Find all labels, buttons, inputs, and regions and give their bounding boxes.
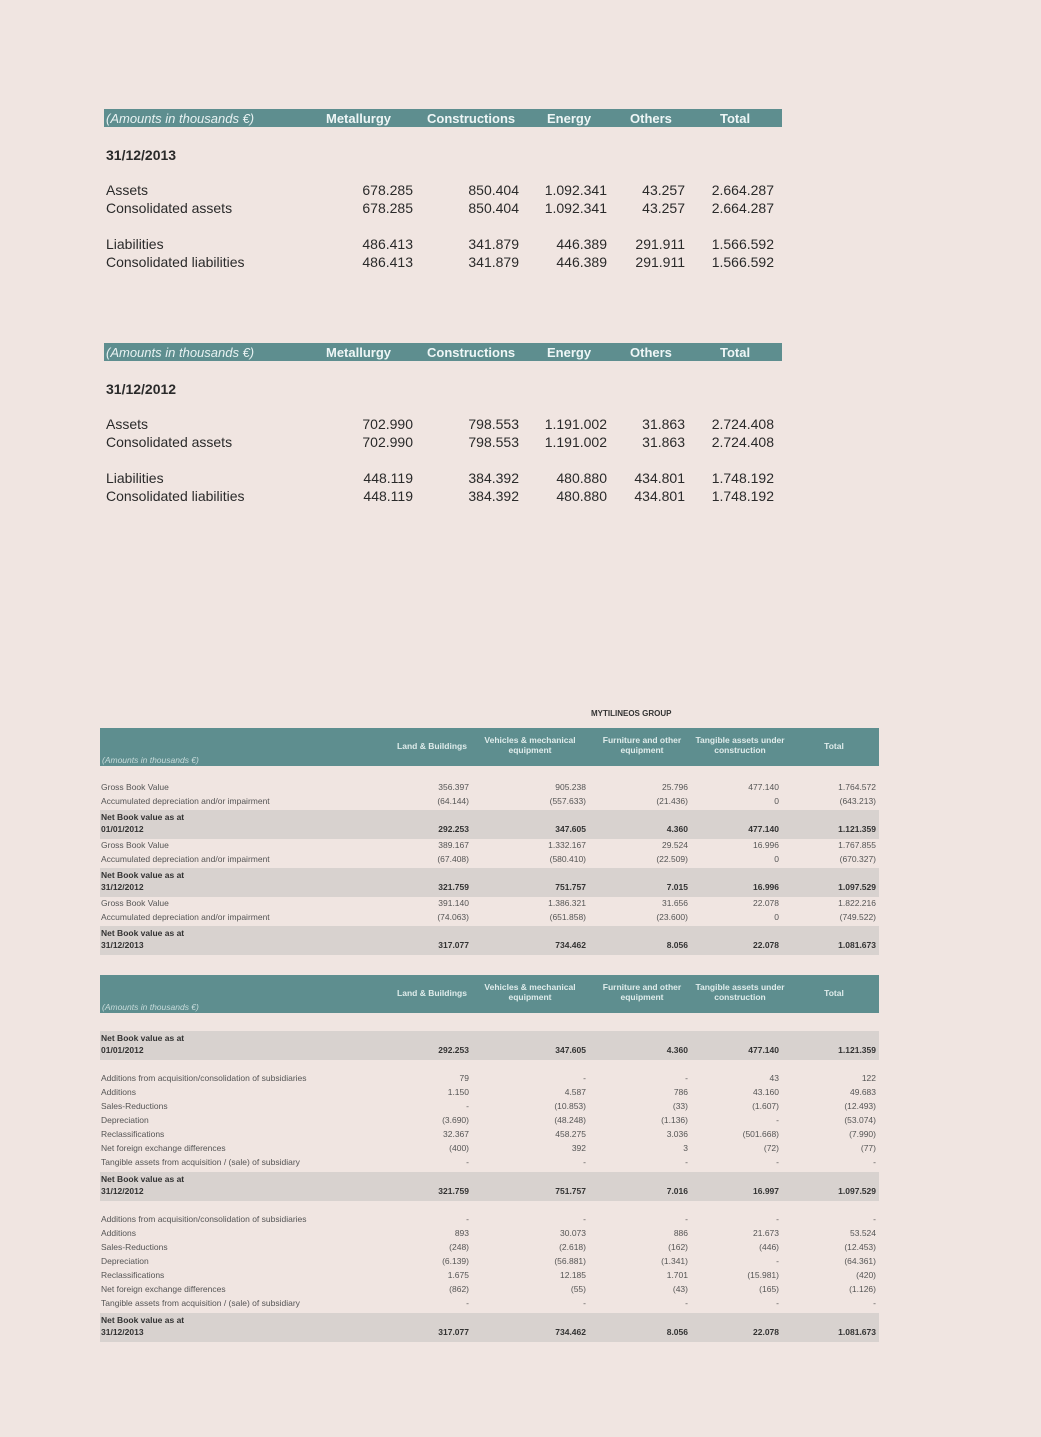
row-value: - [685, 1157, 688, 1167]
segment-table-2013 [104, 109, 782, 270]
row-value: - [583, 1073, 586, 1083]
header-caption: (Amounts in thousands €) [102, 1002, 199, 1012]
row-value: (23.600) [656, 912, 688, 922]
row-value: 1.150 [447, 1087, 469, 1097]
header-col: Tangible assets under construction [695, 982, 785, 1002]
row-label: Depreciation [101, 1256, 149, 1266]
segment-row [104, 434, 782, 452]
row-date: 31/12/2012 [101, 882, 144, 892]
segment-row [104, 470, 782, 488]
ppe-row [100, 1129, 879, 1142]
row-value: - [685, 1298, 688, 1308]
row-value: (15.981) [747, 1270, 779, 1280]
row-value: 1.191.002 [544, 416, 607, 432]
row-value: - [776, 1298, 779, 1308]
row-value: (248) [449, 1242, 469, 1252]
row-value: (446) [759, 1242, 779, 1252]
segment-row [104, 254, 782, 272]
row-label: Depreciation [101, 1115, 149, 1125]
row-label: Gross Book Value [101, 840, 169, 850]
row-label: Additions [101, 1087, 136, 1097]
ppe-row [100, 840, 879, 853]
row-value: 16.997 [753, 1186, 779, 1196]
segment-row [104, 182, 782, 200]
row-value: 1.121.359 [838, 1045, 876, 1055]
header-energy: Energy [547, 111, 592, 126]
row-value: (74.063) [437, 912, 469, 922]
row-value: 384.392 [468, 470, 519, 486]
row-value: 25.796 [662, 782, 688, 792]
row-date: 31/12/2012 [101, 1186, 144, 1196]
row-value: (749.522) [839, 912, 876, 922]
ppe-row [100, 1087, 879, 1100]
row-value: 49.683 [850, 1087, 876, 1097]
row-value: 477.140 [748, 1045, 779, 1055]
row-value: (22.509) [656, 854, 688, 864]
row-value: (651.858) [549, 912, 586, 922]
row-value: 30.073 [560, 1228, 586, 1238]
row-value: 391.140 [438, 898, 469, 908]
row-value: (77) [860, 1143, 876, 1153]
row-value: (43) [672, 1284, 688, 1294]
ppe-row [100, 912, 879, 925]
row-value: 678.285 [362, 200, 413, 216]
row-value: (557.633) [549, 796, 586, 806]
header-col: Land & Buildings [397, 741, 467, 751]
row-value: 7.016 [666, 1186, 688, 1196]
row-value: 477.140 [748, 824, 779, 834]
row-value: 2.724.408 [711, 434, 774, 450]
row-value: - [776, 1115, 779, 1125]
row-value: 347.605 [555, 1045, 586, 1055]
row-value: 1.332.167 [548, 840, 586, 850]
row-value: 678.285 [362, 182, 413, 198]
row-label: Sales-Reductions [101, 1101, 168, 1111]
ppe-row [100, 1143, 879, 1156]
row-value: (56.881) [554, 1256, 586, 1266]
row-value: 1.767.855 [838, 840, 876, 850]
row-value: 389.167 [438, 840, 469, 850]
ppe-row [100, 1242, 879, 1255]
row-label: Assets [106, 182, 149, 198]
row-value: 2.724.408 [711, 416, 774, 432]
row-value: 16.996 [753, 840, 779, 850]
row-value: 43 [769, 1073, 779, 1083]
row-value: 22.078 [753, 1327, 779, 1337]
row-value: - [776, 1256, 779, 1266]
row-value: 31.863 [642, 434, 685, 450]
row-value: 1.386.321 [548, 898, 586, 908]
ppe-row [100, 898, 879, 911]
row-value: 2.664.287 [711, 182, 774, 198]
row-value: 1.092.341 [544, 182, 607, 198]
ppe-summary-table [100, 728, 879, 953]
row-value: 53.524 [850, 1228, 876, 1238]
row-value: 850.404 [468, 200, 519, 216]
row-value: (400) [449, 1143, 469, 1153]
row-value: - [583, 1214, 586, 1224]
row-date: 01/01/2012 [101, 1045, 144, 1055]
row-value: 1.748.192 [711, 488, 774, 504]
row-value: - [466, 1298, 469, 1308]
row-value: 29.524 [662, 840, 688, 850]
ppe-row [100, 782, 879, 795]
row-value: - [873, 1214, 876, 1224]
group-title: MYTILINEOS GROUP [591, 709, 672, 718]
segment-date: 31/12/2012 [106, 381, 177, 397]
row-value: - [466, 1101, 469, 1111]
ppe-row [100, 1186, 879, 1199]
row-value: 79 [459, 1073, 469, 1083]
ppe-header [100, 728, 879, 766]
row-value: (67.408) [437, 854, 469, 864]
row-value: 347.605 [555, 824, 586, 834]
row-value: 4.360 [666, 1045, 688, 1055]
header-metallurgy: Metallurgy [326, 345, 392, 360]
row-value: 1.566.592 [711, 254, 774, 270]
row-value: (501.668) [742, 1129, 779, 1139]
row-value: (7.990) [849, 1129, 876, 1139]
row-value: (162) [668, 1242, 688, 1252]
row-label: Net Book value as at [101, 1174, 185, 1184]
row-value: 1.081.673 [838, 1327, 876, 1337]
row-label: Consolidated assets [106, 200, 233, 216]
row-value: (670.327) [839, 854, 876, 864]
row-label: Net foreign exchange differences [101, 1143, 226, 1153]
ppe-row [100, 824, 879, 837]
row-value: 122 [861, 1073, 876, 1083]
row-label: Tangible assets from acquisition / (sale) of subsidiary [101, 1298, 300, 1308]
row-value: 0 [774, 796, 779, 806]
header-col: Tangible assets under construction [695, 735, 785, 755]
row-value: (53.074) [844, 1115, 876, 1125]
header-constructions: Constructions [427, 345, 516, 360]
segment-row [104, 200, 782, 218]
row-value: 734.462 [555, 940, 586, 950]
header-col: Vehicles & mechanical equipment [484, 982, 576, 1002]
header-col: Furniture and other equipment [602, 982, 682, 1002]
row-value: 1.081.673 [838, 940, 876, 950]
row-date: 01/01/2012 [101, 824, 144, 834]
row-label: Assets [106, 416, 149, 432]
row-label: Consolidated liabilities [106, 254, 245, 270]
row-value: 0 [774, 854, 779, 864]
row-value: 1.822.216 [838, 898, 876, 908]
row-label: Accumulated depreciation and/or impairment [101, 854, 270, 864]
row-label: Net Book value as at [101, 870, 185, 880]
header-col: Total [824, 988, 844, 998]
row-value: 317.077 [438, 1327, 469, 1337]
row-value: 384.392 [468, 488, 519, 504]
row-value: 3 [683, 1143, 688, 1153]
row-value: - [466, 1157, 469, 1167]
row-value: 786 [673, 1087, 688, 1097]
row-value: 8.056 [666, 1327, 688, 1337]
row-value: 1.191.002 [544, 434, 607, 450]
row-value: 1.092.341 [544, 200, 607, 216]
row-value: (580.410) [549, 854, 586, 864]
row-value: 1.701 [666, 1270, 688, 1280]
header-total: Total [720, 111, 751, 126]
row-value: 446.389 [556, 254, 607, 270]
row-label: Tangible assets from acquisition / (sale) of subsidiary [101, 1157, 300, 1167]
row-value: 16.996 [753, 882, 779, 892]
header-energy: Energy [547, 345, 592, 360]
row-label: Liabilities [106, 470, 164, 486]
ppe-row [100, 1327, 879, 1340]
row-value: - [776, 1214, 779, 1224]
row-value: 22.078 [753, 940, 779, 950]
header-metallurgy: Metallurgy [326, 111, 392, 126]
row-value: - [685, 1073, 688, 1083]
ppe-header [100, 975, 879, 1013]
row-value: 341.879 [468, 236, 519, 252]
row-value: 43.257 [642, 182, 685, 198]
row-label: Net Book value as at [101, 928, 185, 938]
row-label: Additions from acquisition/consolidation of subsidiaries [101, 1214, 307, 1224]
header-caption: (Amounts in thousands €) [102, 755, 199, 765]
row-label: Accumulated depreciation and/or impairment [101, 796, 270, 806]
segment-row [104, 416, 782, 434]
row-value: 392 [571, 1143, 586, 1153]
row-value: 893 [454, 1228, 469, 1238]
row-value: 317.077 [438, 940, 469, 950]
row-value: 1.748.192 [711, 470, 774, 486]
header-col: Total [824, 741, 844, 751]
row-value: 1.566.592 [711, 236, 774, 252]
ppe-row [100, 1270, 879, 1283]
row-label: Sales-Reductions [101, 1242, 168, 1252]
header-caption: (Amounts in thousands €) [106, 345, 255, 360]
row-label: Consolidated assets [106, 434, 233, 450]
row-value: (21.436) [656, 796, 688, 806]
row-value: 291.911 [635, 236, 685, 252]
row-value: 8.056 [666, 940, 688, 950]
row-value: 798.553 [468, 416, 519, 432]
row-value: 905.238 [555, 782, 586, 792]
row-value: 292.253 [438, 824, 469, 834]
row-value: 477.140 [748, 782, 779, 792]
row-value: - [873, 1157, 876, 1167]
row-value: 886 [673, 1228, 688, 1238]
row-label: Accumulated depreciation and/or impairment [101, 912, 270, 922]
row-value: 21.673 [753, 1228, 779, 1238]
row-label: Net foreign exchange differences [101, 1284, 226, 1294]
row-value: 1.121.359 [838, 824, 876, 834]
segment-table-header [104, 343, 782, 361]
row-value: - [776, 1157, 779, 1167]
row-value: (55) [570, 1284, 586, 1294]
row-value: (48.248) [554, 1115, 586, 1125]
header-others: Others [630, 345, 672, 360]
header-caption: (Amounts in thousands €) [106, 111, 255, 126]
row-value: 321.759 [438, 1186, 469, 1196]
row-value: (1.341) [661, 1256, 688, 1266]
row-value: 458.275 [555, 1129, 586, 1139]
row-label: Liabilities [106, 236, 164, 252]
header-total: Total [720, 345, 751, 360]
row-value: (1.607) [752, 1101, 779, 1111]
header-col: Vehicles & mechanical equipment [484, 735, 576, 755]
row-value: 2.664.287 [711, 200, 774, 216]
row-value: - [583, 1157, 586, 1167]
ppe-row [100, 1256, 879, 1269]
ppe-row [100, 1157, 879, 1170]
row-value: 486.413 [362, 254, 413, 270]
row-value: 751.757 [555, 882, 586, 892]
row-value: 43.160 [753, 1087, 779, 1097]
row-label: Net Book value as at [101, 1315, 185, 1325]
ppe-row [100, 1298, 879, 1311]
row-value: 31.656 [662, 898, 688, 908]
row-label: Additions [101, 1228, 136, 1238]
row-value: - [873, 1298, 876, 1308]
row-value: (72) [763, 1143, 779, 1153]
row-value: (3.690) [442, 1115, 469, 1125]
row-value: (862) [449, 1284, 469, 1294]
row-value: (1.136) [661, 1115, 688, 1125]
row-label: Net Book value as at [101, 1033, 185, 1043]
row-value: (64.361) [844, 1256, 876, 1266]
row-label: Additions from acquisition/consolidation of subsidiaries [101, 1073, 307, 1083]
row-value: 1.764.572 [838, 782, 876, 792]
row-value: (643.213) [839, 796, 876, 806]
row-value: 434.801 [634, 470, 685, 486]
row-value: - [685, 1214, 688, 1224]
ppe-row [100, 940, 879, 953]
row-value: (12.453) [844, 1242, 876, 1252]
ppe-row [100, 1228, 879, 1241]
row-value: 7.015 [666, 882, 688, 892]
row-value: (2.618) [559, 1242, 586, 1252]
row-label: Gross Book Value [101, 782, 169, 792]
row-value: 0 [774, 912, 779, 922]
ppe-row [100, 1284, 879, 1297]
row-value: 356.397 [438, 782, 469, 792]
row-value: 734.462 [555, 1327, 586, 1337]
row-value: 31.863 [642, 416, 685, 432]
row-date: 31/12/2013 [101, 1327, 144, 1337]
ppe-row [100, 1101, 879, 1114]
row-value: 3.036 [666, 1129, 688, 1139]
row-value: 1.097.529 [838, 882, 876, 892]
row-value: 446.389 [556, 236, 607, 252]
row-value: (1.126) [849, 1284, 876, 1294]
row-value: (165) [759, 1284, 779, 1294]
ppe-row [100, 882, 879, 895]
row-value: 702.990 [362, 416, 413, 432]
row-value: 291.911 [635, 254, 685, 270]
row-value: - [466, 1214, 469, 1224]
row-value: 1.097.529 [838, 1186, 876, 1196]
ppe-row [100, 1073, 879, 1086]
row-value: 850.404 [468, 182, 519, 198]
row-value: 480.880 [556, 488, 607, 504]
row-value: 43.257 [642, 200, 685, 216]
row-label: Consolidated liabilities [106, 488, 245, 504]
row-value: (10.853) [554, 1101, 586, 1111]
row-value: (420) [856, 1270, 876, 1280]
row-date: 31/12/2013 [101, 940, 144, 950]
row-value: 486.413 [362, 236, 413, 252]
ppe-movement-table [100, 975, 879, 1340]
row-value: 798.553 [468, 434, 519, 450]
row-value: 434.801 [634, 488, 685, 504]
header-others: Others [630, 111, 672, 126]
ppe-row [100, 1214, 879, 1227]
ppe-row [100, 1045, 879, 1058]
header-col: Land & Buildings [397, 988, 467, 998]
ppe-row [100, 796, 879, 809]
row-value: 32.367 [443, 1129, 469, 1139]
ppe-row [100, 1115, 879, 1128]
row-value: 448.119 [363, 470, 413, 486]
segment-table-header [104, 109, 782, 127]
row-label: Reclassifications [101, 1270, 165, 1280]
row-value: 1.675 [447, 1270, 469, 1280]
row-label: Net Book value as at [101, 812, 185, 822]
header-constructions: Constructions [427, 111, 516, 126]
row-value: 480.880 [556, 470, 607, 486]
segment-row [104, 488, 782, 506]
row-value: 341.879 [468, 254, 519, 270]
row-value: 292.253 [438, 1045, 469, 1055]
row-value: 4.360 [666, 824, 688, 834]
row-label: Reclassifications [101, 1129, 165, 1139]
row-value: 4.587 [564, 1087, 586, 1097]
segment-date: 31/12/2013 [106, 147, 177, 163]
row-value: (12.493) [844, 1101, 876, 1111]
row-value: 12.185 [560, 1270, 586, 1280]
row-value: 448.119 [363, 488, 413, 504]
ppe-row [100, 854, 879, 867]
row-value: 751.757 [555, 1186, 586, 1196]
segment-row [104, 236, 782, 254]
header-col: Furniture and other equipment [602, 735, 682, 755]
row-label: Gross Book Value [101, 898, 169, 908]
row-value: 22.078 [753, 898, 779, 908]
segment-table-2012 [104, 343, 782, 504]
row-value: - [583, 1298, 586, 1308]
row-value: (6.139) [442, 1256, 469, 1266]
row-value: (33) [672, 1101, 688, 1111]
row-value: (64.144) [437, 796, 469, 806]
row-value: 321.759 [438, 882, 469, 892]
row-value: 702.990 [362, 434, 413, 450]
